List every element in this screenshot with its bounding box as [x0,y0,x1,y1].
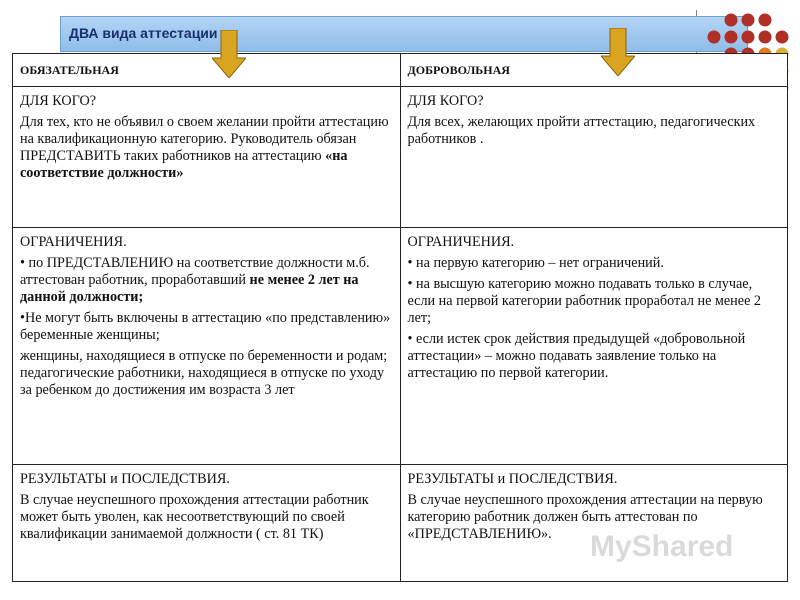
limits-item: • по ПРЕДСТАВЛЕНИЮ на соответствие должности м.б. аттестован работник, проработавший не менее 2 лет на данной должности; [20,255,370,305]
decorative-dot [776,31,789,44]
who-text: Для всех, желающих пройти аттестацию, педагогических работников . [407,114,756,147]
watermark: MyShared [590,530,734,563]
header-voluntary: ДОБРОВОЛЬНАЯ [400,54,788,87]
cell-limits-voluntary [400,228,788,465]
limits-item: женщины, находящиеся в отпуске по беременности и родам; педагогические работники, находящиеся в отпуске по уходу за ребенком до достижения им возраста 3 лет [20,348,388,398]
cell-limits-mandatory [13,228,401,465]
arrow-down-icon [601,28,635,76]
cell-who-voluntary [400,87,788,228]
who-title: ДЛЯ КОГО? [407,93,484,109]
cell-results-voluntary [400,465,788,582]
decorative-dot [725,31,738,44]
limits-item: • на высшую категорию можно подавать только в случае, если на первой категории работник проработал не менее 2 лет; [407,276,762,326]
table-row-who [13,87,788,228]
cell-results-mandatory [13,465,401,582]
table-row-results [13,465,788,582]
decorative-dot [759,14,772,27]
limits-item: • на первую категорию – нет ограничений. [407,255,664,271]
decorative-dot [708,31,721,44]
decorative-dot [742,31,755,44]
slide-title: ДВА вида аттестации [69,25,218,41]
table-header-row [13,54,788,87]
decorative-dot [725,14,738,27]
table-row-limits [13,228,788,465]
header-mandatory: ОБЯЗАТЕЛЬНАЯ [13,54,401,87]
results-text: В случае неуспешного прохождения аттестации работник может быть уволен, как несоответствующий по своей квалификации занимаемой должности ( ст. 81 ТК) [20,492,369,542]
title-bar [60,16,748,52]
attestation-table [12,53,788,582]
results-title: РЕЗУЛЬТАТЫ и ПОСЛЕДСТВИЯ. [20,471,230,487]
results-title: РЕЗУЛЬТАТЫ и ПОСЛЕДСТВИЯ. [407,471,618,487]
results-text: В случае неуспешного прохождения аттестации на первую категорию работник должен быть аттестован по «ПРЕДСТАВЛЕНИЮ». [407,492,763,542]
decorative-dot [759,31,772,44]
decorative-dot [742,14,755,27]
limits-item: • если истек срок действия предыдущей «добровольной аттестации» – можно подавать заявление только на аттестацию по первой категории. [407,331,746,381]
who-title: ДЛЯ КОГО? [20,93,97,109]
limits-title: ОГРАНИЧЕНИЯ. [20,234,127,250]
limits-title: ОГРАНИЧЕНИЯ. [407,234,515,250]
who-text: Для тех, кто не объявил о своем желании пройти аттестацию на квалификационную категорию. Руководитель обязан ПРЕДСТАВИТЬ таких работников на аттестацию «на соответствие должности» [20,114,389,181]
cell-who-mandatory [13,87,401,228]
arrow-down-icon [212,30,246,78]
limits-item: •Не могут быть включены в аттестацию «по представлению» беременные женщины; [20,310,391,343]
